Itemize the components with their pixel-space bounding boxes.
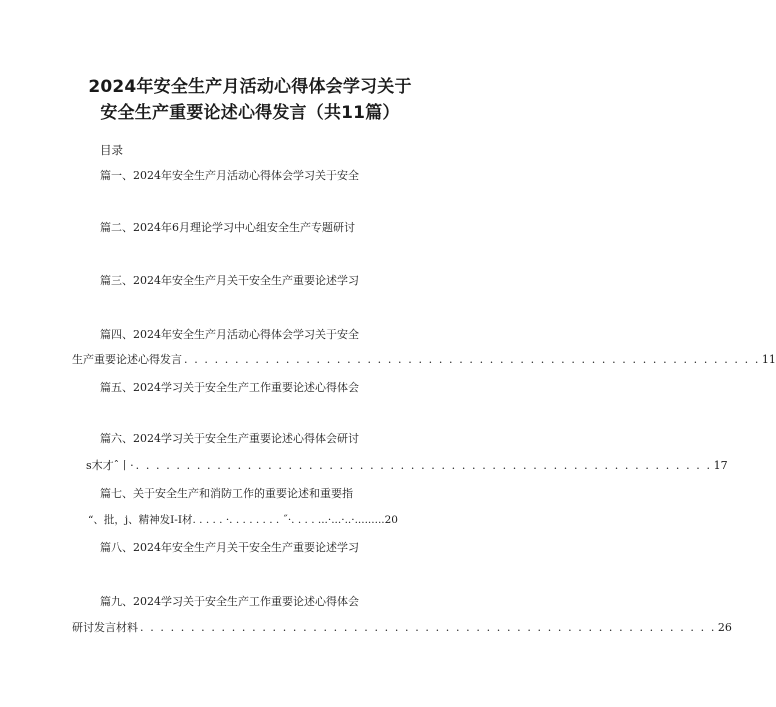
toc-entry-6-continuation [86,458,728,474]
toc-entry-5: 篇五、2024学习关于安全生产工作重要论述心得体会 [100,381,359,394]
toc-entry-9: 篇九、2024学习关于安全生产工作重要论述心得体会 [100,595,359,608]
toc-entry-4-continuation [72,352,776,368]
document-title-line-1: 2024年安全生产月活动心得体会学习关于 [88,77,412,97]
toc-entry-6-leader: . . . . . . . . . . . . . . . . . . . . . . . . . . . . . . . . . . . . . . . . . . . . . . . . . . . . . . . . . [135,459,712,472]
toc-entry-9-cont-text: 研讨发言材料 [72,621,138,634]
toc-entry-6-page: 17 [713,459,728,472]
toc-entry-6: 篇六、2024学习关于安全生产重要论述心得体会研讨 [100,432,359,445]
toc-entry-9-page: 26 [717,621,732,634]
toc-entry-1: 篇一、2024年安全生产月活动心得体会学习关于安全 [100,169,359,182]
toc-entry-9-leader: . . . . . . . . . . . . . . . . . . . . . . . . . . . . . . . . . . . . . . . . . . . . . . . . . . . . . . . . . [140,621,716,634]
toc-entry-4-leader: . . . . . . . . . . . . . . . . . . . . . . . . . . . . . . . . . . . . . . . . . . . . . . . . . . . . . . . . . [184,353,760,366]
toc-entry-7: 篇七、关于安全生产和消防工作的重要论述和重要指 [100,487,353,500]
toc-entry-4-cont-text: 生产重要论述心得发言 [72,353,182,366]
toc-entry-7-continuation: “、批，j、精神发I-I材. . . . . ·. . . . . . . . ˝·. . . . ...·...·..·.........20 [88,514,398,526]
toc-entry-4: 篇四、2024年安全生产月活动心得体会学习关于安全 [100,328,359,341]
toc-entry-4-page: 11 [761,353,776,366]
toc-heading: 目录 [100,143,123,157]
toc-entry-3: 篇三、2024年安全生产月关干安全生产重要论述学习 [100,274,359,287]
toc-entry-9-continuation [72,620,732,636]
document-title-line-2: 安全生产重要论述心得发言（共11篇） [100,103,400,123]
toc-entry-2: 篇二、2024年6月理论学习中心组安全生产专题研讨 [100,221,355,234]
toc-entry-6-cont-text: s木才ˆ丨· [86,459,134,472]
toc-entry-8: 篇八、2024年安全生产月关干安全生产重要论述学习 [100,541,359,554]
